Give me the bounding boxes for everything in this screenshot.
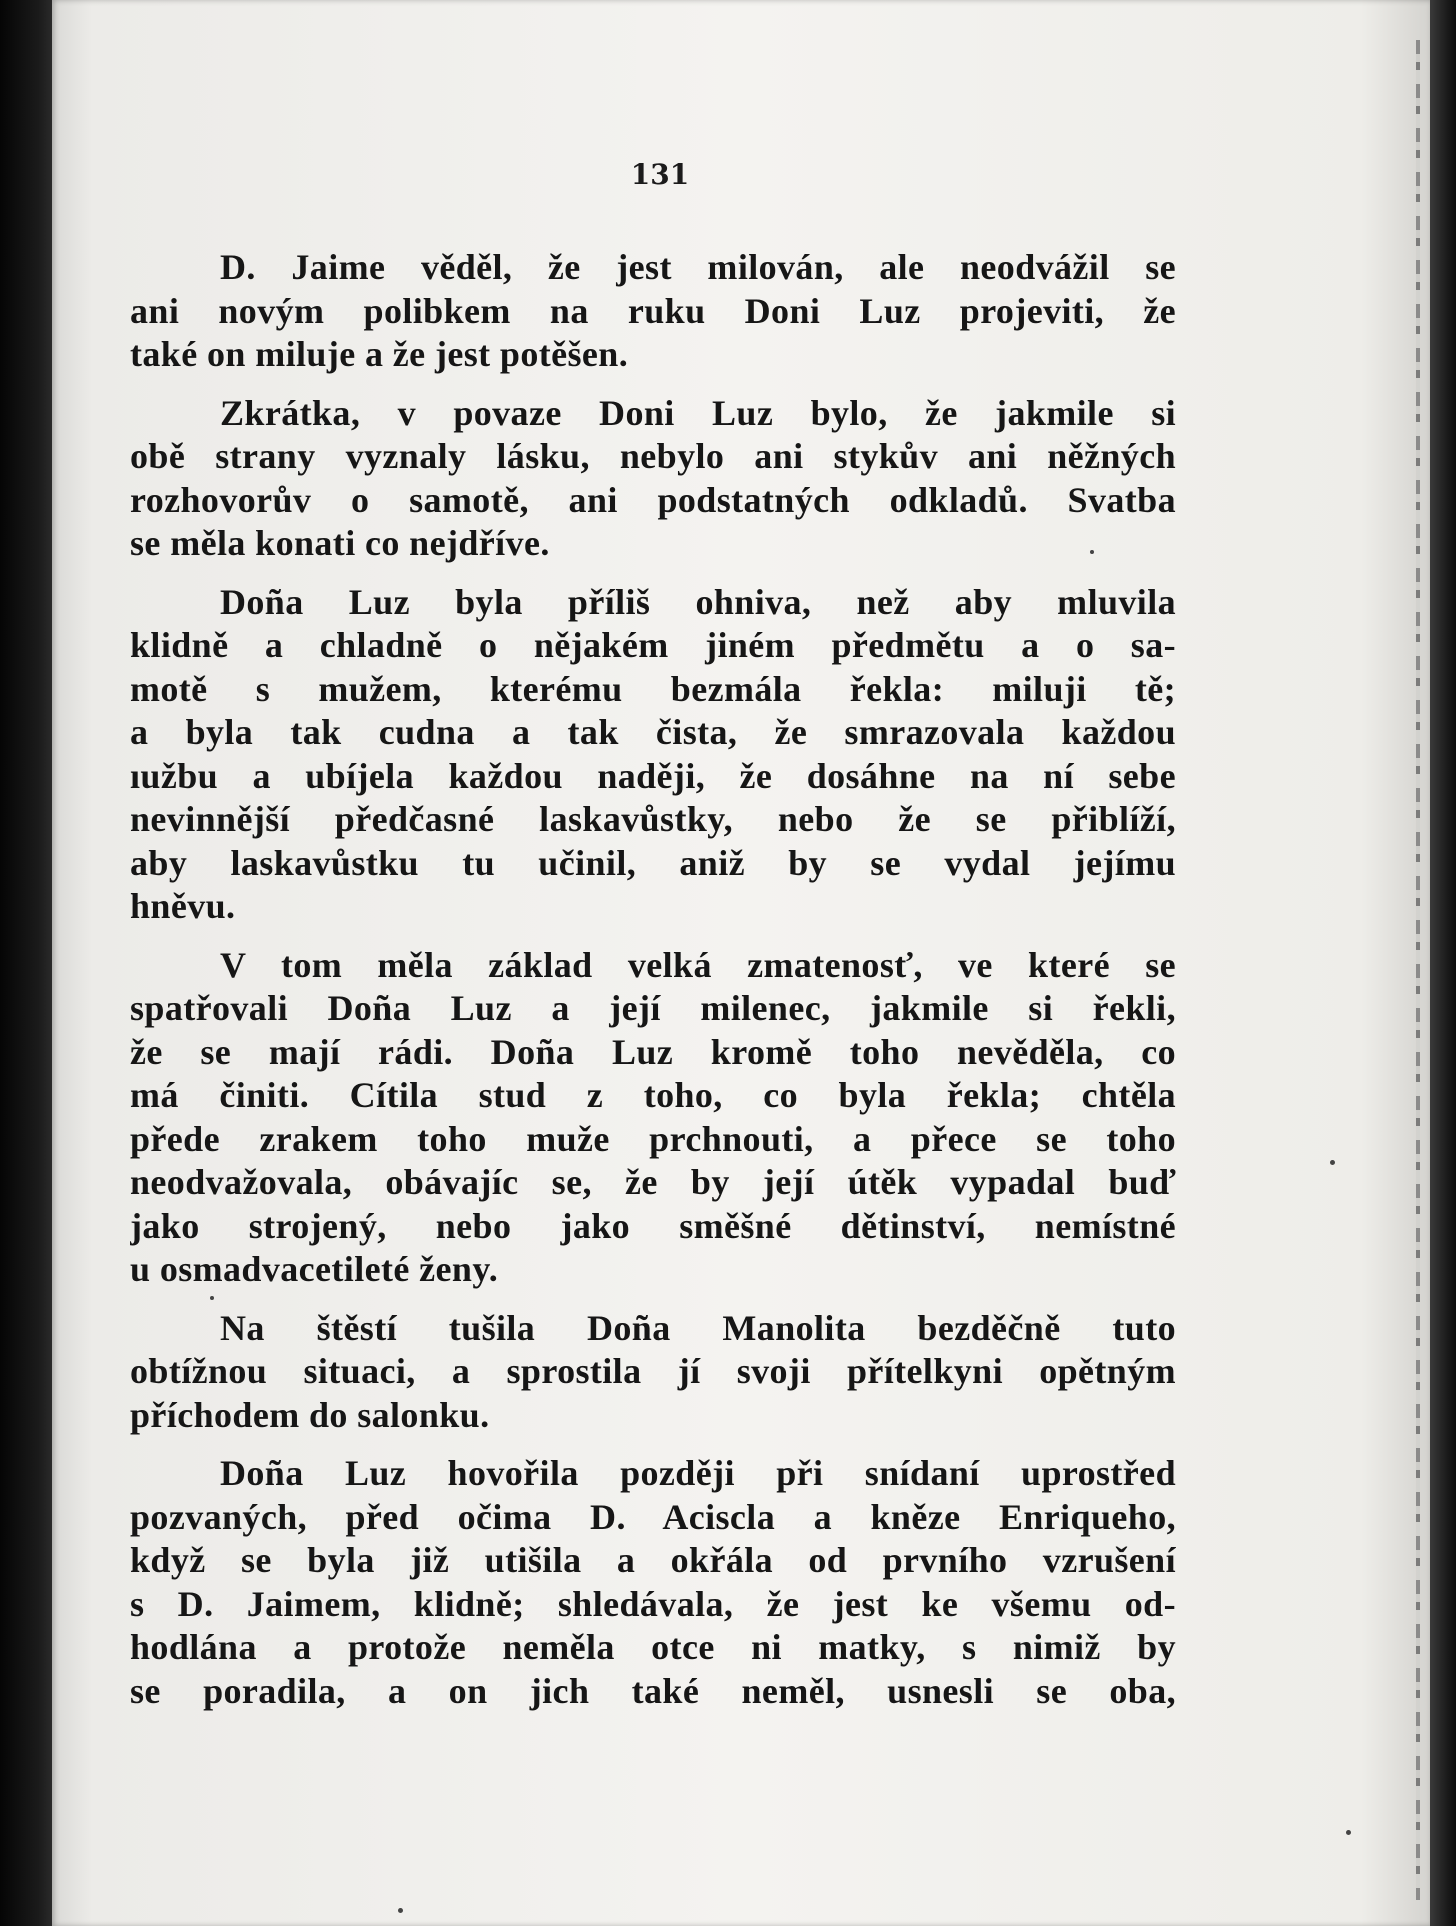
text-line: také on miluje a že jest potěšen. [130, 334, 629, 374]
text-line: když se byla již utišila a okřála od prvního vzrušení [130, 1540, 1176, 1580]
text-line: s D. Jaimem, klidně; shledávala, že jest ke všemu od- [130, 1583, 1176, 1624]
book-gutter-left [0, 0, 52, 1926]
text-line: že se mají rádi. Doña Luz kromě toho nevěděla, co [130, 1031, 1176, 1072]
text-line: hodlána a protože neměla otce ni matky, s nimiž by [130, 1627, 1176, 1667]
text-line: spatřovali Doña Luz a její milenec, jakmile si řekli, [130, 988, 1176, 1028]
text-line: neodvažovala, obávajíc se, že by její útěk vypadal buď [130, 1162, 1176, 1202]
text-line: nevinnější předčasné laskavůstky, nebo že se přiblíží, [130, 799, 1176, 839]
paragraph [130, 246, 1176, 377]
scan-speck [1330, 1160, 1335, 1165]
text-line: obtížnou situaci, a sprostila jí svoji přítelkyni opětným [130, 1351, 1176, 1391]
text-line: jako strojený, nebo jako směšné dětinství, nemístné [130, 1205, 1176, 1246]
text-line: ani novým polibkem na ruku Doni Luz projeviti, že [130, 290, 1176, 331]
scan-speck [398, 1908, 403, 1913]
page-edge-stripe [1416, 40, 1420, 1900]
book-edge-right [1430, 0, 1456, 1926]
page-number: 131 [630, 158, 690, 191]
body-text [130, 246, 1176, 1728]
text-line: Na štěstí tušila Doña Manolita bezděčně tuto [220, 1307, 1176, 1348]
paragraph [130, 1307, 1176, 1438]
paragraph [130, 581, 1176, 929]
paragraph [130, 392, 1176, 566]
text-line: příchodem do salonku. [130, 1394, 490, 1435]
text-line: přede zrakem toho muže prchnouti, a přece se toho [130, 1118, 1176, 1159]
text-line: u osmadvacetileté ženy. [130, 1249, 499, 1289]
text-line: obě strany vyznaly lásku, nebylo ani stykův ani něžných [130, 436, 1176, 476]
text-line: motě s mužem, kterému bezmála řekla: miluji tě; [130, 668, 1176, 709]
text-line: a byla tak cudna a tak čista, že smrazovala každou [130, 712, 1176, 752]
text-line: ıužbu a ubíjela každou naději, že dosáhne na ní sebe [130, 755, 1176, 796]
text-line: se poradila, a on jich také neměl, usnesli se oba, [130, 1670, 1176, 1711]
text-line: má činiti. Cítila stud z toho, co byla řekla; chtěla [130, 1075, 1176, 1115]
text-line: Doña Luz byla příliš ohniva, než aby mluvila [220, 581, 1176, 622]
text-line: rozhovorův o samotě, ani podstatných odkladů. Svatba [130, 479, 1176, 520]
text-line: se měla konati co nejdříve. [130, 523, 550, 563]
text-line: hněvu. [130, 886, 236, 926]
text-line: aby laskavůstku tu učinil, aniž by se vydal jejímu [130, 842, 1176, 883]
paragraph [130, 1452, 1176, 1713]
text-line: V tom měla základ velká zmatenosť, ve které se [220, 944, 1176, 985]
text-line: Doña Luz hovořila později při snídaní uprostřed [220, 1453, 1176, 1493]
paragraph [130, 944, 1176, 1292]
text-line: Zkrátka, v povaze Doni Luz bylo, že jakmile si [220, 392, 1176, 433]
text-line: pozvaných, před očima D. Aciscla a kněze Enriqueho, [130, 1496, 1176, 1537]
text-line: D. Jaime věděl, že jest milován, ale neodvážil se [220, 247, 1176, 287]
text-line: klidně a chladně o nějakém jiném předmětu a o sa- [130, 625, 1176, 665]
scan-speck [1346, 1830, 1351, 1835]
